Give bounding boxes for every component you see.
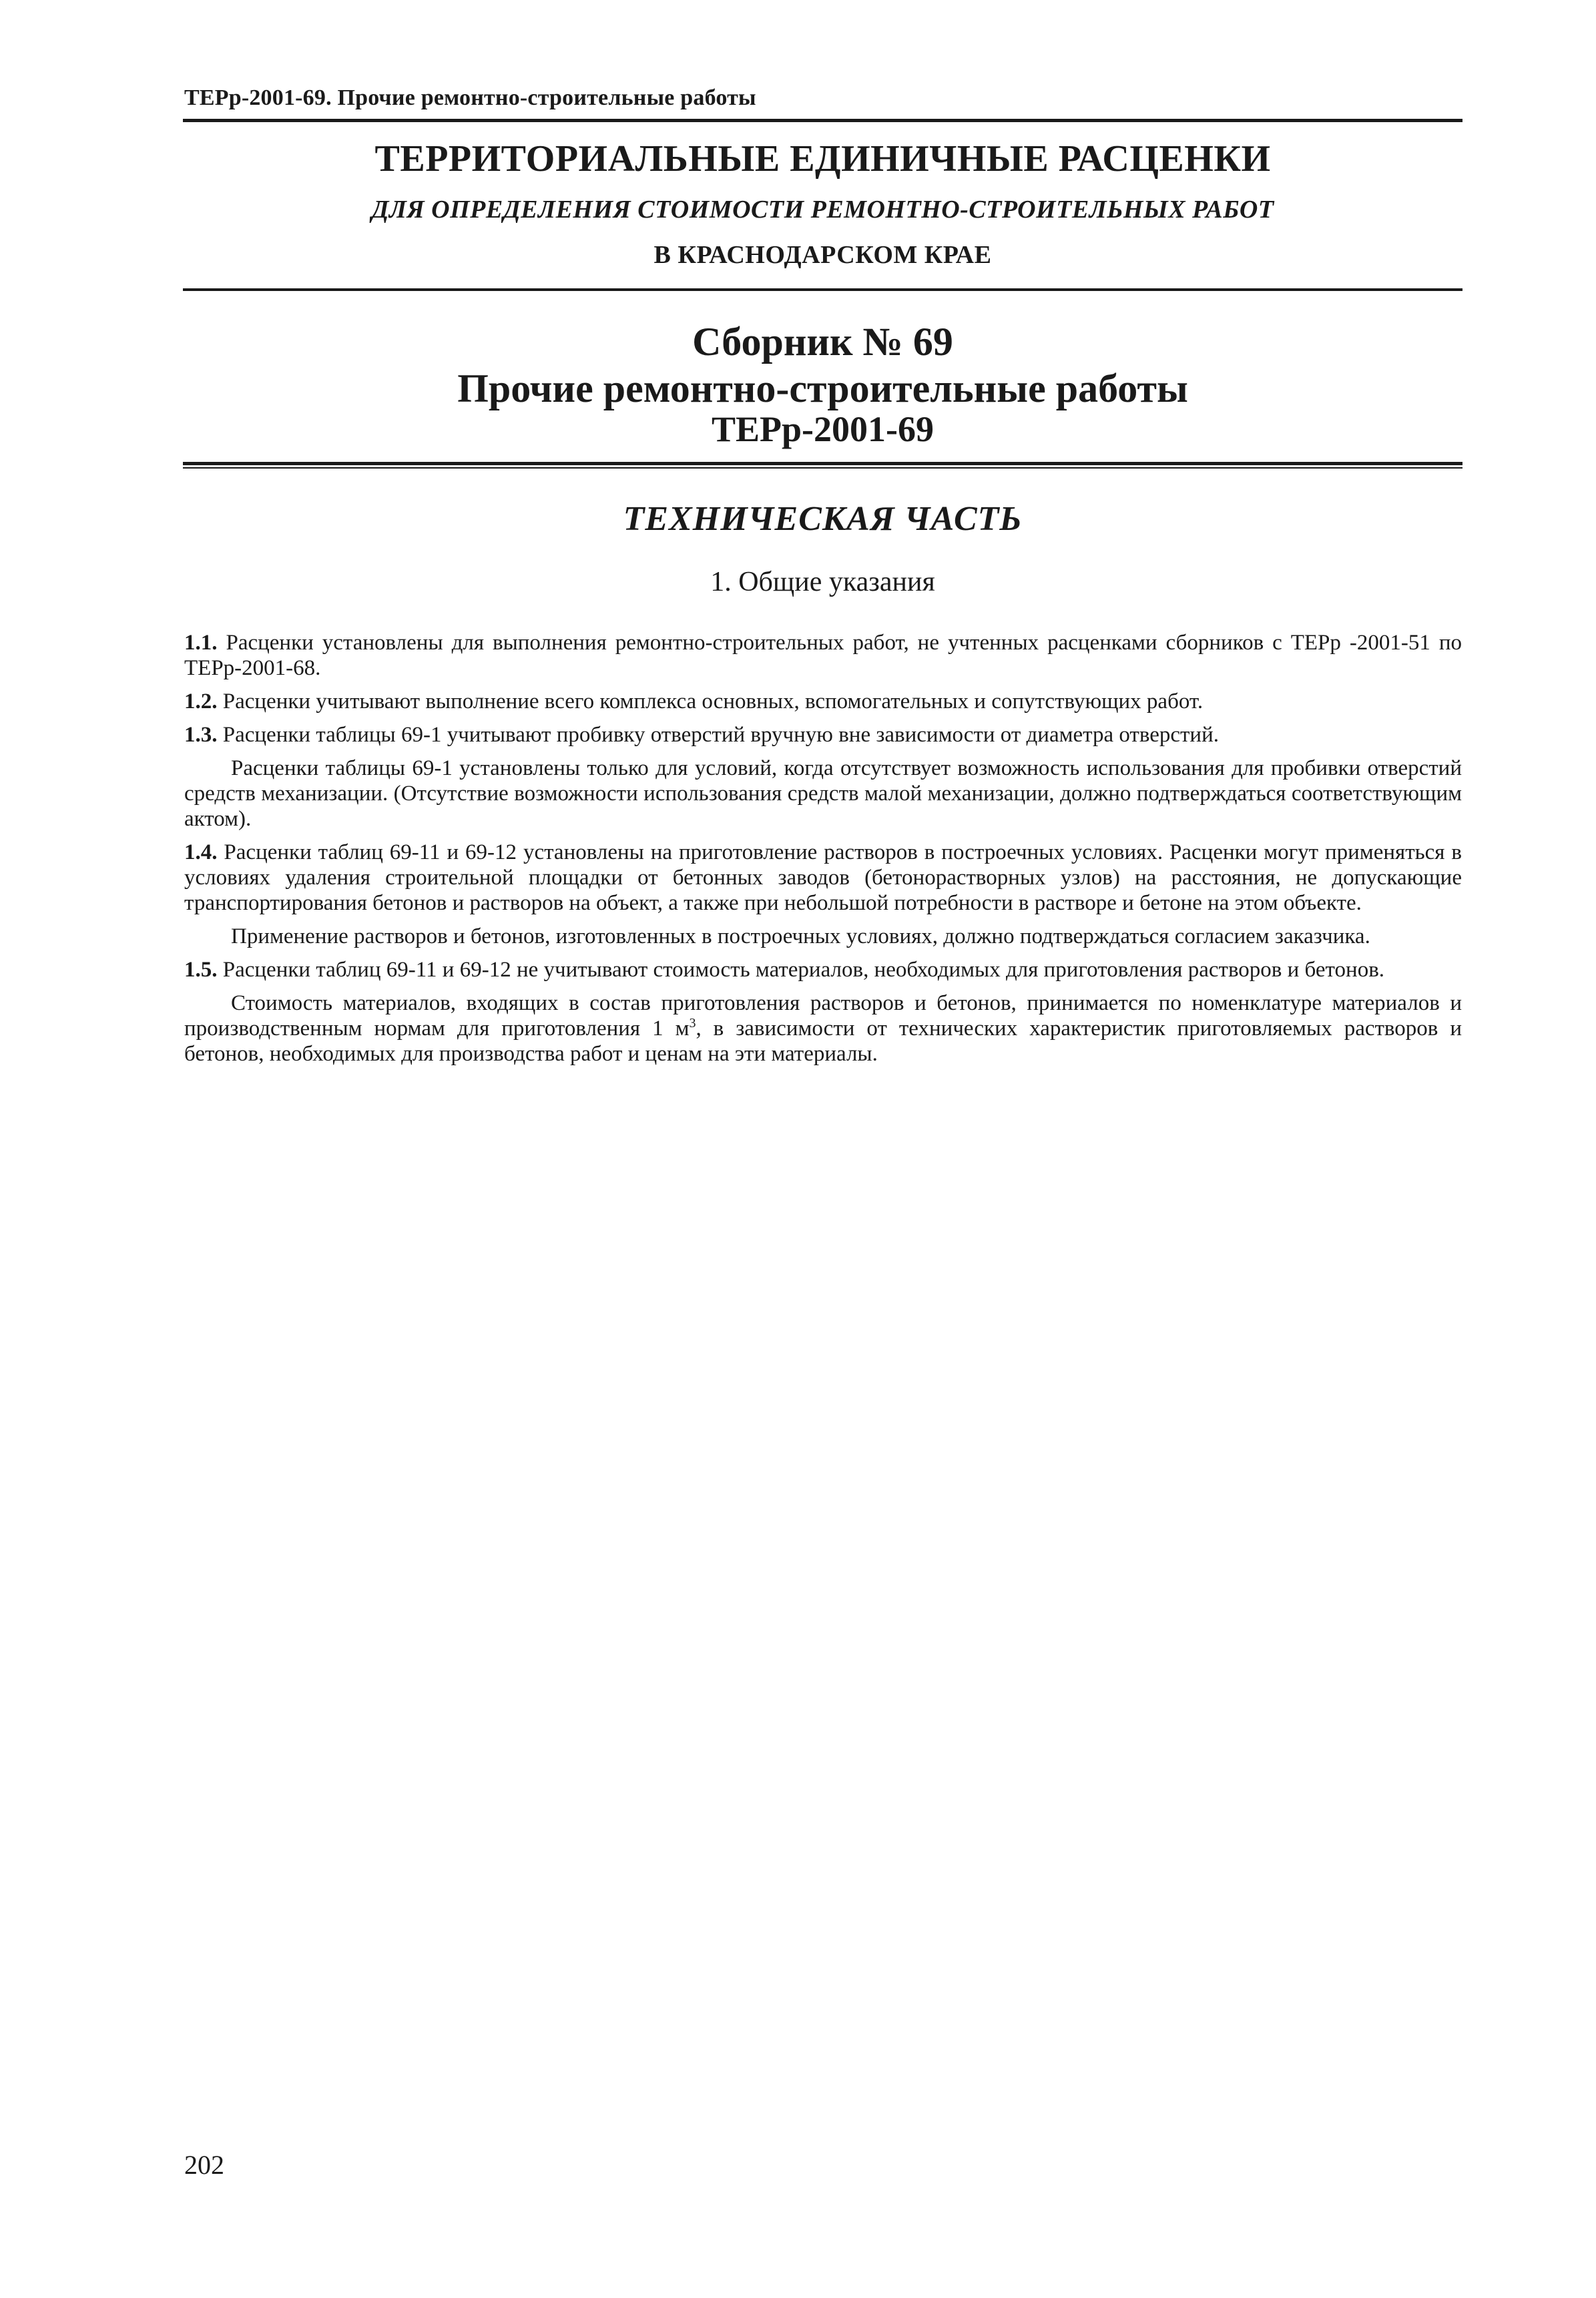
title-rule: [183, 288, 1462, 291]
running-header: ТЕРр-2001-69. Прочие ремонтно-строительные работы: [184, 85, 756, 110]
collection-number: Сборник № 69: [692, 320, 953, 364]
paragraph-number: 1.2.: [184, 689, 218, 713]
paragraph-last: [184, 990, 1462, 1067]
paragraph-number: 1.3.: [184, 723, 218, 747]
superscript: 3: [689, 1016, 696, 1031]
paragraph: [184, 756, 1462, 832]
paragraph-text: , в зависимости от технических характеристик приготовляемых растворов и бетонов, необходимых для производства работ и ценам на эти материалы.: [184, 1017, 1462, 1066]
paragraph-text: Расценки таблиц 69-11 и 69-12 установлены на приготовление растворов в построечных условиях. Расценки могут применяться в условиях удаления строительной площадки от бетонных заводов (бетонорастворных узлов) на расстояния, не допускающие транспортирования бетонов и растворов на объект, а также при небольшой потребности в растворе и бетоне на этом объекте.: [184, 840, 1462, 915]
paragraph-text: Применение растворов и бетонов, изготовленных в построечных условиях, должно подтверждаться согласием заказчика.: [231, 924, 1370, 948]
paragraph: [184, 630, 1462, 681]
header-rule: [183, 119, 1462, 122]
body-text: [184, 630, 1462, 1075]
paragraph-number: 1.5.: [184, 958, 218, 982]
paragraph: [184, 924, 1462, 949]
paragraph-text: Расценки установлены для выполнения ремонтно-строительных работ, не учтенных расценками сборников с ТЕРр -2001-51 по ТЕРр-2001-68.: [184, 631, 1462, 680]
paragraph: [184, 957, 1462, 982]
collection-name: Прочие ремонтно-строительные работы: [457, 366, 1188, 410]
subtitle-purpose: ДЛЯ ОПРЕДЕЛЕНИЯ СТОИМОСТИ РЕМОНТНО-СТРОИТЕЛЬНЫХ РАБОТ: [371, 196, 1274, 224]
collection-rule-thin: [183, 467, 1462, 469]
paragraph-number: 1.4.: [184, 840, 218, 864]
collection-code: ТЕРр-2001-69: [711, 409, 935, 449]
section-title: ТЕХНИЧЕСКАЯ ЧАСТЬ: [623, 500, 1023, 538]
paragraph-text: Расценки таблицы 69-1 учитывают пробивку отверстий вручную вне зависимости от диаметра отверстий.: [217, 723, 1220, 747]
paragraph-text: Расценки таблиц 69-11 и 69-12 не учитывают стоимость материалов, необходимых для приготовления растворов и бетонов.: [217, 958, 1385, 982]
collection-rule: [183, 462, 1462, 465]
paragraph-text: Расценки учитывают выполнение всего комплекса основных, вспомогательных и сопутствующих работ.: [217, 689, 1204, 713]
subtitle-region: В КРАСНОДАРСКОМ КРАЕ: [653, 241, 992, 269]
paragraph-text: Расценки таблицы 69-1 установлены только для условий, когда отсутствует возможность использования для пробивки отверстий средств механизации. (Отсутствие возможности использования средств малой механизации, должно подтверждаться соответствующим актом).: [184, 756, 1462, 831]
main-title: ТЕРРИТОРИАЛЬНЫЕ ЕДИНИЧНЫЕ РАСЦЕНКИ: [374, 138, 1271, 180]
paragraph-text: Стоимость материалов, входящих в состав приготовления растворов и бетонов, принимается по номенклатуре материалов и производственным нормам для приготовления 1 м: [184, 991, 1462, 1041]
paragraph-number: 1.1.: [184, 631, 218, 655]
paragraph: [184, 840, 1462, 916]
subsection-title: 1. Общие указания: [710, 567, 935, 597]
page-number: 202: [184, 2150, 224, 2180]
paragraph: [184, 722, 1462, 748]
paragraph: [184, 689, 1462, 714]
